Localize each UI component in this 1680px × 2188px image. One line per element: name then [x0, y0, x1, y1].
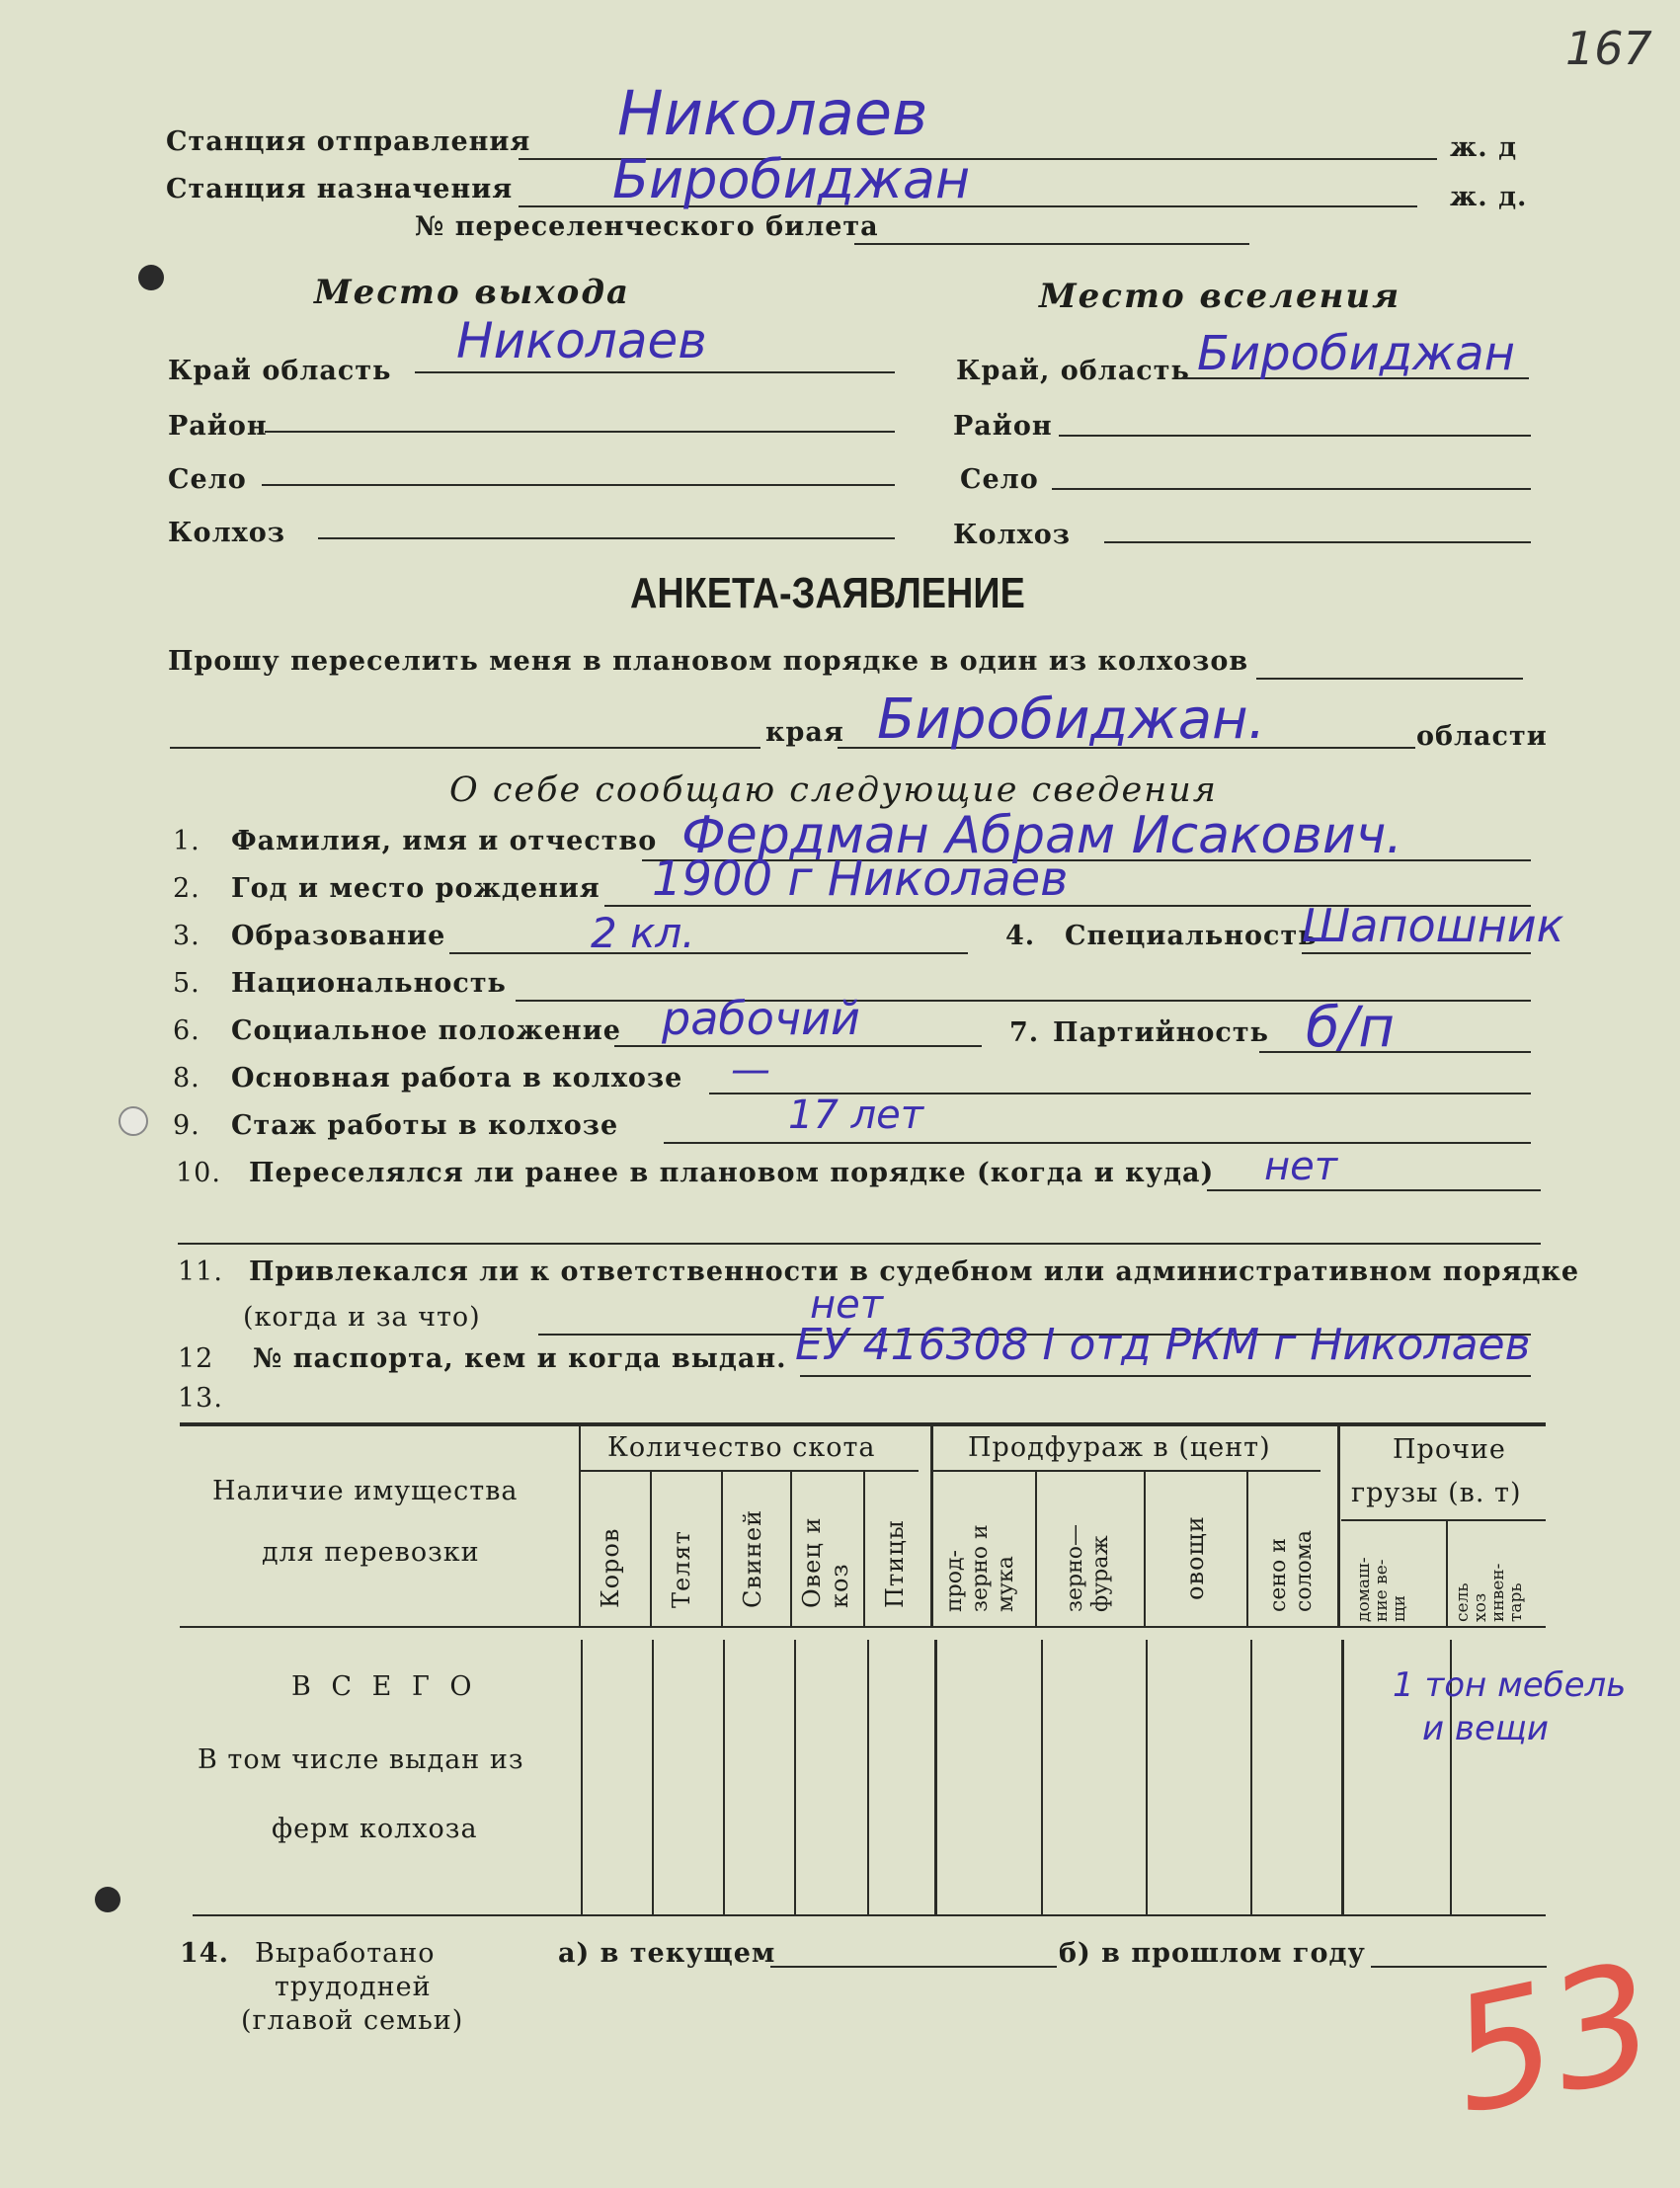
origin-region-label: Край область [168, 356, 392, 386]
table-col-household: домаш- ние ве- щи [1354, 1557, 1409, 1622]
item-14-label-1: Выработано [255, 1938, 436, 1969]
item-9-line [664, 1142, 1531, 1144]
oblast-label: области [1416, 721, 1548, 752]
item-5-label: Национальность [231, 968, 507, 999]
item-4-number: 4. [1005, 921, 1036, 951]
item-3-value: 2 кл. [591, 909, 695, 957]
item-10-number: 10. [176, 1158, 221, 1188]
item-13-number: 13. [178, 1383, 223, 1414]
request-kolkhoz-line [1256, 678, 1523, 680]
destination-kolkhoz-line [1104, 541, 1531, 543]
origin-region-line [415, 371, 895, 373]
destination-station-value: Биробиджан [612, 148, 971, 210]
table-group-livestock: Количество скота [607, 1432, 876, 1463]
origin-village-label: Село [168, 464, 247, 495]
departure-station-value: Николаев [617, 77, 928, 149]
item-7-line [1259, 1051, 1531, 1053]
table-col-hay: сено и солома [1266, 1529, 1317, 1612]
destination-village-label: Село [960, 464, 1039, 495]
table-col-forage: зерно— фураж [1063, 1523, 1113, 1612]
table-col-veg: овощи [1181, 1515, 1209, 1600]
item-7-value: б/п [1306, 996, 1396, 1060]
kray-label: края [765, 717, 844, 748]
origin-region-value: Николаев [456, 312, 707, 369]
item-12-line [800, 1375, 1531, 1377]
item-4-label: Специальность [1065, 921, 1318, 951]
table-col-birds: Птицы [881, 1519, 909, 1608]
item-3-number: 3. [173, 921, 200, 951]
table-group-other-1: Прочие [1393, 1434, 1506, 1465]
origin-title: Место выхода [314, 273, 631, 312]
item-11-number: 11. [178, 1256, 223, 1287]
ticket-line [854, 243, 1249, 245]
self-info-title: О себе сообщаю следующие сведения [449, 770, 1218, 810]
item-8-value: — [731, 1047, 770, 1093]
origin-village-line [262, 484, 895, 486]
destination-district-label: Район [953, 411, 1053, 442]
ticket-label: № переселенческого билета [415, 211, 879, 242]
corner-page-number: 167 [1565, 22, 1652, 75]
punch-hole-bottom [95, 1887, 120, 1912]
item-10-line-2 [178, 1243, 1541, 1245]
destination-region-label: Край, область [956, 356, 1190, 386]
item-1-value: Фердман Абрам Исакович. [681, 806, 1402, 865]
departure-station-label: Станция отправления [166, 126, 531, 157]
table-other-value-1: 1 тон мебель [1393, 1665, 1627, 1705]
table-other-value-2: и вещи [1422, 1709, 1549, 1748]
item-8-label: Основная работа в колхозе [231, 1063, 683, 1094]
kray-value: Биробиджан. [877, 688, 1266, 752]
item-1-number: 1. [173, 826, 200, 856]
item-12-label: № паспорта, кем и когда выдан. [253, 1343, 787, 1374]
item-12-value: ЕУ 416308 I отд РКМ г Николаев [795, 1320, 1531, 1370]
item-9-value: 17 лет [788, 1093, 924, 1138]
table-incl-label-2: ферм колхоза [272, 1814, 478, 1844]
origin-district-label: Район [168, 411, 268, 442]
destination-district-line [1059, 435, 1531, 437]
table-col-agri: сель хоз инвен- тарь [1453, 1563, 1526, 1622]
item-1-label: Фамилия, имя и отчество [231, 826, 658, 856]
item-8-number: 8. [173, 1063, 200, 1094]
request-text: Прошу переселить меня в плановом порядке в один из колхозов [168, 646, 1249, 677]
form-title: АНКЕТА-ЗАЯВЛЕНИЕ [630, 569, 1025, 617]
table-row-header-1: Наличие имущества [212, 1476, 519, 1506]
railway-suffix-2: ж. д. [1450, 182, 1528, 212]
table-col-sheep: Овец и коз [798, 1516, 853, 1608]
table-col-cows: Коров [597, 1527, 624, 1608]
destination-region-value: Биробиджан [1197, 326, 1515, 381]
item-6-label: Социальное положение [231, 1015, 621, 1046]
item-2-label: Год и место рождения [231, 873, 600, 904]
item-6-value: рабочий [662, 992, 860, 1045]
destination-village-line [1052, 488, 1531, 490]
item-14-current-label: а) в текущем [558, 1938, 776, 1969]
item-10-value: нет [1264, 1144, 1338, 1189]
table-col-calves: Телят [668, 1530, 695, 1608]
item-4-value: Шапошник [1302, 899, 1564, 952]
item-10-label: Переселялся ли ранее в плановом порядке (когда и куда) [249, 1158, 1215, 1188]
origin-kolkhoz-label: Колхоз [168, 518, 285, 548]
table-col-grain: прод- зерно и мука [942, 1524, 1018, 1612]
item-12-number: 12 [178, 1343, 214, 1374]
item-3-label: Образование [231, 921, 446, 951]
item-9-label: Стаж работы в колхозе [231, 1110, 619, 1141]
item-5-number: 5. [173, 968, 200, 999]
item-11-label: Привлекался ли к ответственности в судебном или административном порядке [249, 1256, 1580, 1287]
railway-suffix-1: ж. д [1450, 132, 1518, 163]
origin-district-line [265, 431, 895, 433]
item-7-label: Партийность [1053, 1017, 1269, 1048]
table-total-label: В С Е Г О [291, 1671, 478, 1702]
table-row-header-2: для перевозки [262, 1537, 480, 1568]
item-14-last-year-label: б) в прошлом году [1059, 1938, 1366, 1969]
item-9-number: 9. [173, 1110, 200, 1141]
item-11-value: нет [810, 1282, 884, 1328]
item-14-current-line [770, 1966, 1057, 1968]
origin-kolkhoz-line [318, 537, 895, 539]
item-14-label-3: (главой семьи) [241, 2005, 464, 2036]
item-14-number: 14. [180, 1938, 229, 1969]
item-6-number: 6. [173, 1015, 200, 1046]
table-col-pigs: Свиней [739, 1508, 766, 1608]
item-7-number: 7. [1009, 1017, 1040, 1048]
destination-title: Место вселения [1039, 277, 1401, 316]
table-group-fodder: Продфураж в (цент) [968, 1432, 1271, 1463]
item-2-value: 1900 г Николаев [652, 851, 1069, 907]
red-pencil-note: 53 [1434, 1926, 1670, 2150]
punch-hole-top [138, 265, 164, 290]
item-14-label-2: трудодней [275, 1972, 432, 2002]
item-10-line [1207, 1189, 1541, 1191]
punch-hole-middle [119, 1106, 148, 1136]
item-11-label-2: (когда и за что) [243, 1302, 481, 1333]
table-incl-label-1: В том числе выдан из [198, 1744, 524, 1775]
destination-kolkhoz-label: Колхоз [953, 520, 1071, 550]
item-3-line [449, 952, 968, 954]
item-2-number: 2. [173, 873, 200, 904]
request-region-line [170, 747, 760, 749]
item-6-line [614, 1045, 982, 1047]
destination-station-label: Станция назначения [166, 174, 514, 204]
table-group-other-2: грузы (в. т) [1351, 1478, 1522, 1508]
item-4-line [1302, 952, 1531, 954]
